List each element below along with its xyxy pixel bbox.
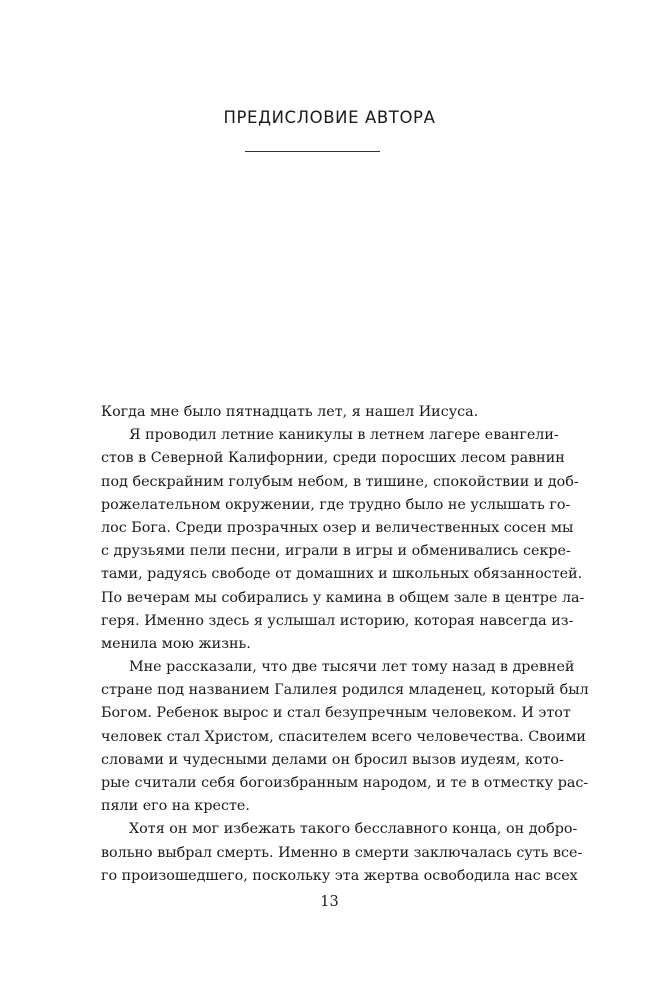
text-line: стране под названием Галилея родился младенец, который был (101, 682, 589, 699)
paragraph (101, 818, 583, 888)
text-line: рожелательном окружении, где трудно было не услышать го- (101, 496, 571, 513)
paragraph (101, 424, 585, 656)
text-line: пяли его на кресте. (101, 798, 250, 815)
title-underline-rule (245, 151, 380, 152)
page-number: 13 (320, 894, 339, 910)
text-line: под бескрайним голубым небом, в тишине, спокойствии и доб- (101, 473, 579, 490)
body-text (101, 401, 589, 888)
text-line: словами и чудесными делами он бросил вызов иудеям, кото- (101, 751, 564, 768)
text-line: вольно выбрал смерть. Именно в смерти заключалась суть все- (101, 844, 583, 861)
paragraph (101, 401, 548, 424)
text-line: лос Бога. Среди прозрачных озер и величественных сосен мы (101, 519, 574, 536)
paragraph (101, 656, 589, 818)
text-line: Богом. Ребенок вырос и стал безупречным человеком. И этот (101, 705, 571, 722)
text-line: менила мою жизнь. (101, 635, 251, 652)
text-line: го произошедшего, поскольку эта жертва освободила нас всех (101, 867, 578, 884)
text-line: с друзьями пели песни, играли в игры и обменивались секре- (101, 543, 571, 560)
text-line: Когда мне было пятнадцать лет, я нашел Иисуса. (101, 404, 479, 420)
text-line: Я проводил летние каникулы в летнем лагере евангели- (129, 427, 559, 444)
text-line: Хотя он мог избежать такого бесславного конца, он добро- (129, 821, 578, 838)
text-line: геря. Именно здесь я услышал историю, которая навсегда из- (101, 612, 574, 629)
text-line: человек стал Христом, спасителем всего человечества. Своими (101, 728, 586, 745)
text-line: тами, радуясь свободе от домашних и школьных обязанностей. (101, 566, 583, 583)
text-line: рые считали себя богоизбранным народом, и те в отместку рас- (101, 775, 589, 791)
text-line: По вечерам мы собирались у камина в общем зале в центре ла- (101, 589, 585, 606)
text-line: Мне рассказали, что две тысячи лет тому назад в древней (129, 659, 575, 676)
chapter-title: ПРЕДИСЛОВИЕ АВТОРА (223, 108, 436, 127)
text-line: стов в Северной Калифорнии, среди поросших лесом равнин (101, 450, 565, 467)
